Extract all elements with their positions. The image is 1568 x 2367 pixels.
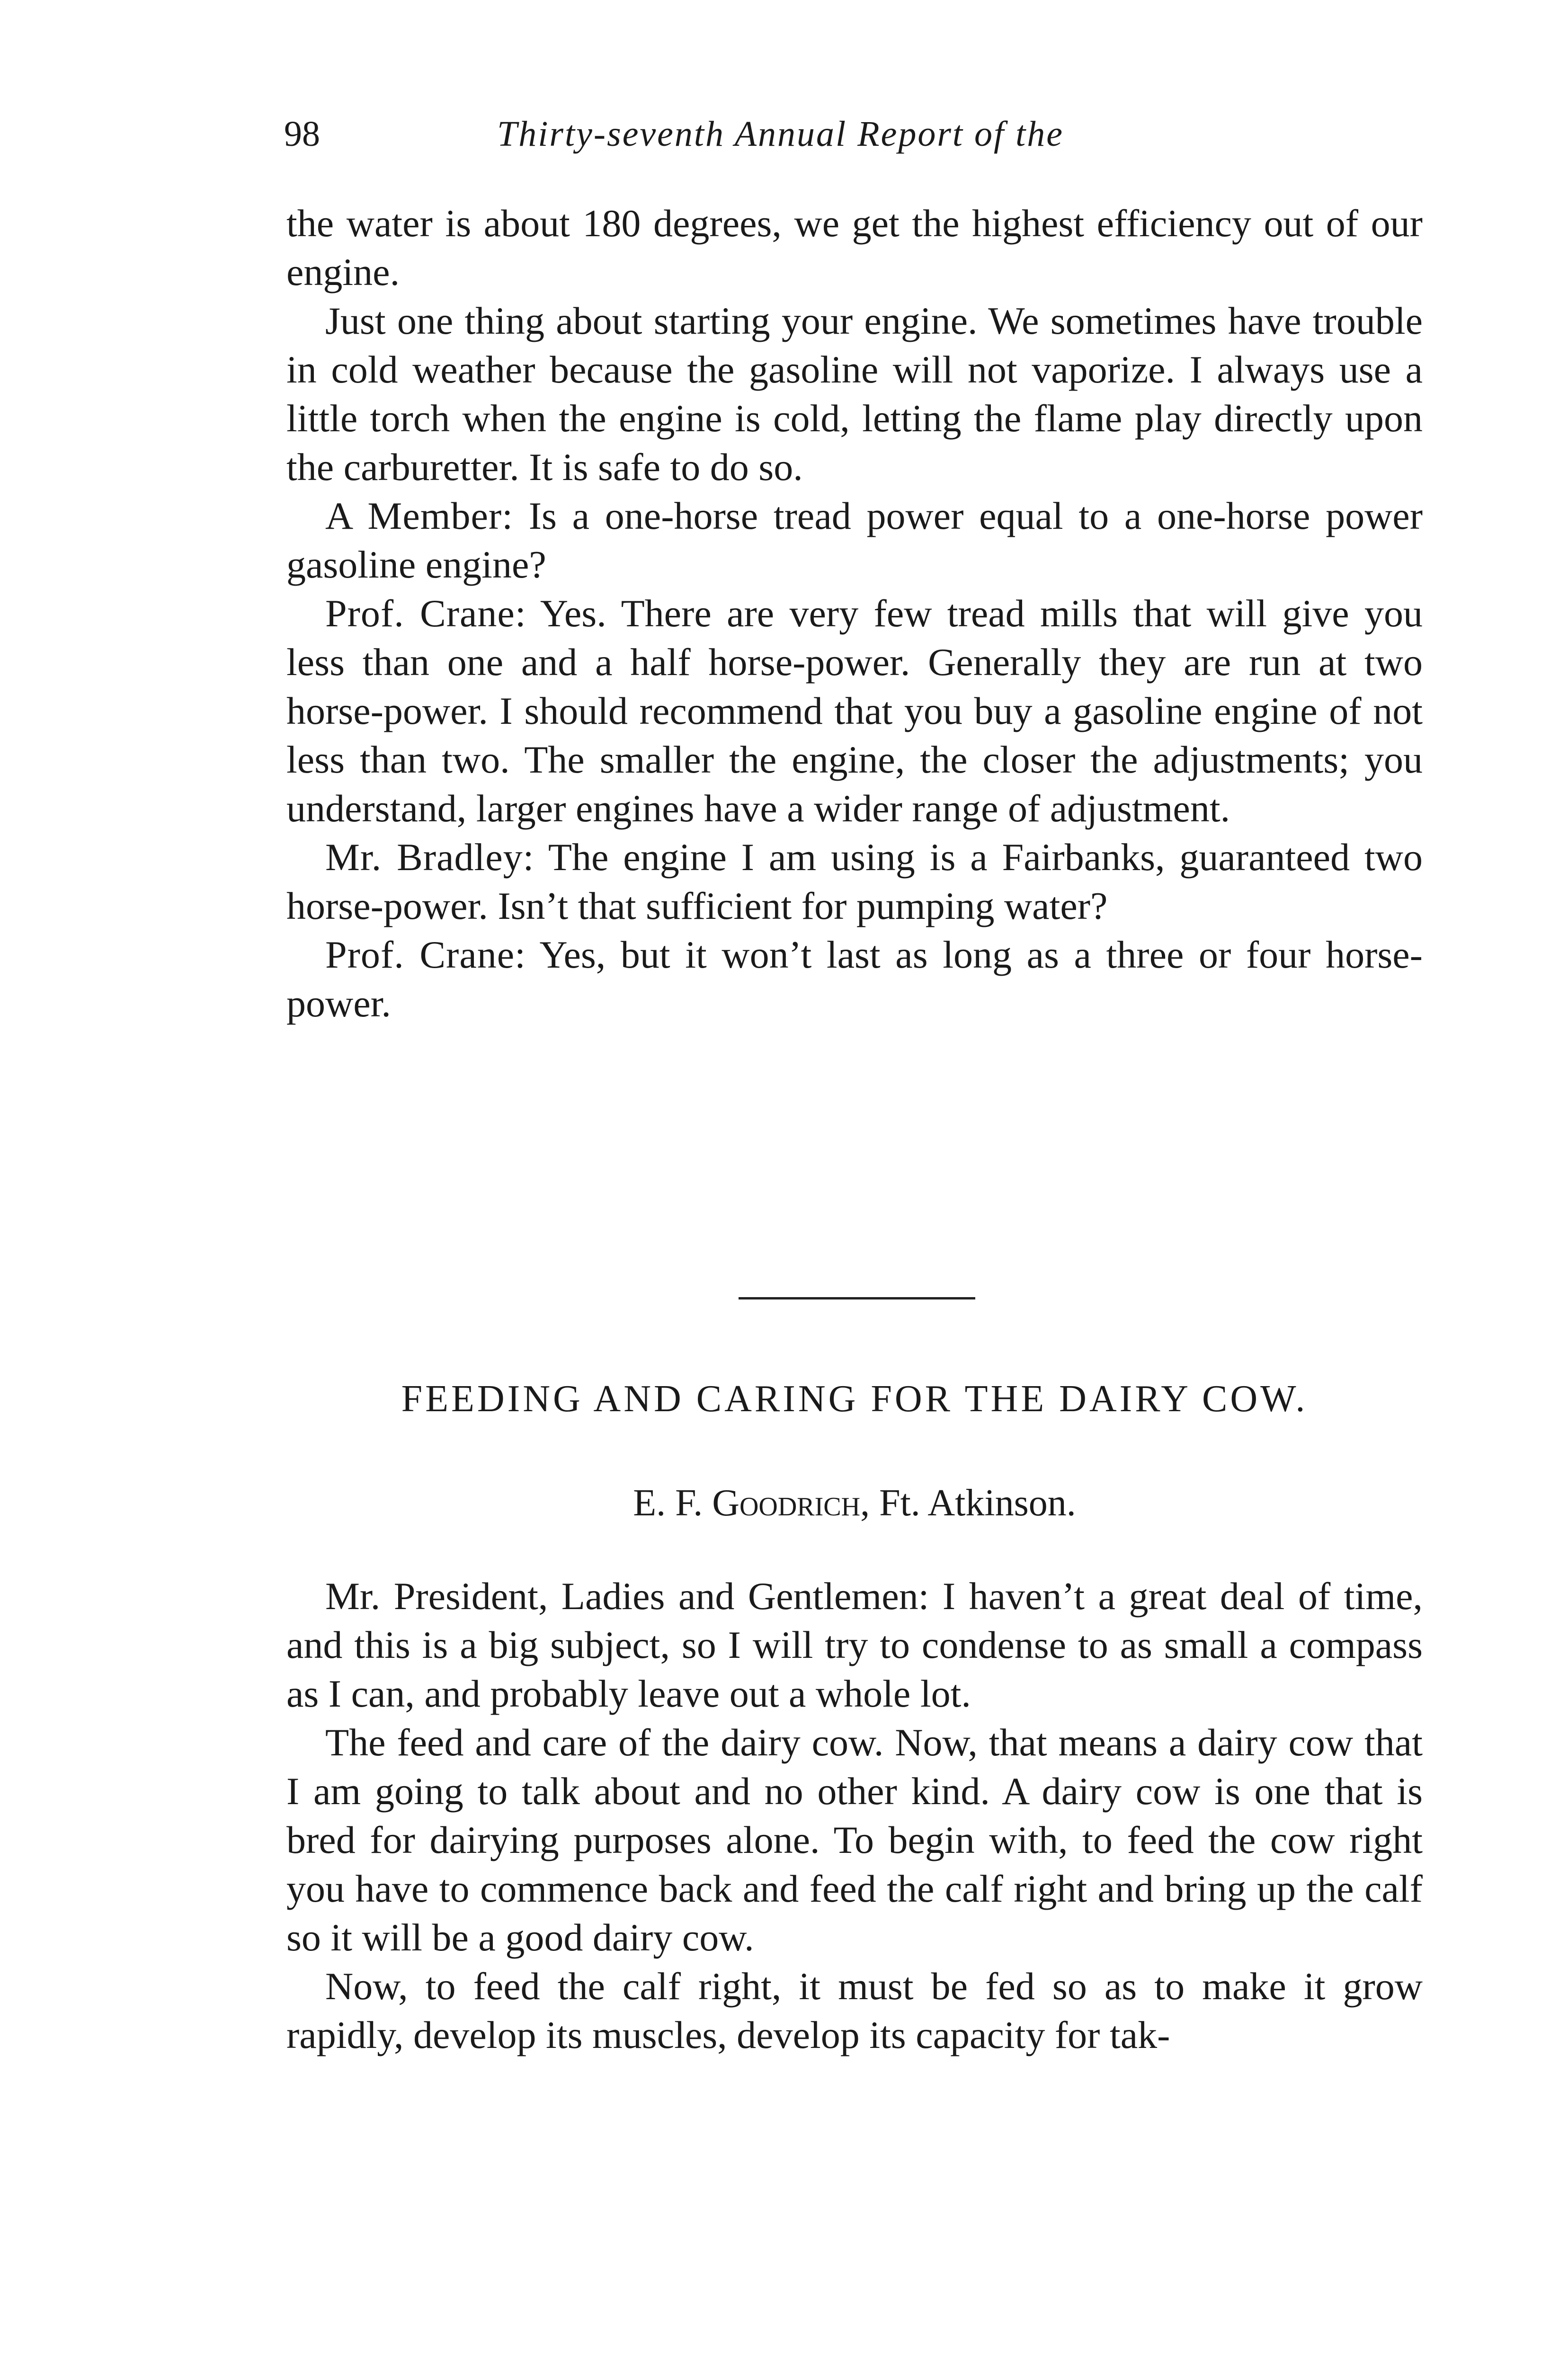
speaker-label: Prof. Crane:	[325, 592, 526, 635]
paragraph	[286, 1718, 1423, 1962]
paragraph	[286, 296, 1423, 491]
paragraph-text: the water is about 180 degrees, we get the highest efficiency out of our engine.	[286, 202, 1423, 294]
paragraph	[286, 1962, 1423, 2059]
page-number: 98	[284, 114, 320, 154]
speaker-label: Prof. Crane:	[325, 933, 526, 976]
dialogue-paragraph	[286, 930, 1423, 1028]
running-head	[284, 108, 1420, 160]
paragraph-text: Is a one-horse tread power equal to a one-horse power gasoline engine?	[286, 494, 1423, 586]
paragraph	[286, 1572, 1423, 1718]
discussion-section	[286, 199, 1423, 1028]
section-divider	[739, 1297, 975, 1299]
article-body	[286, 1572, 1423, 2059]
paragraph-text: Yes. There are very few tread mills that will give you less than one and a half horse-power. Generally they are run at two horse-power. I should recommend that you buy a gasoline engine of not less than two. The smaller the engine, the closer the adjustments; you understand, larger engines have a wider range of adjustment.	[286, 592, 1423, 830]
author-location: Ft. Atkinson.	[879, 1482, 1076, 1524]
byline	[286, 1477, 1423, 1529]
speaker-label: Mr. Bradley:	[325, 836, 535, 879]
paragraph-text: The engine I am using is a Fairbanks, guaranteed two horse-power. Isn’t that sufficient for pumping water?	[286, 836, 1423, 927]
paragraph-text: Now, to feed the calf right, it must be fed so as to make it grow rapidly, develop its muscles, develop its capacity for tak-	[286, 1965, 1423, 2056]
paragraph-text: Yes, but it won’t last as long as a three or four horse-power.	[286, 933, 1423, 1025]
dialogue-paragraph	[286, 589, 1423, 833]
running-title: Thirty-seventh Annual Report of the	[497, 114, 1064, 154]
dialogue-paragraph	[286, 833, 1423, 930]
author-initials: E. F.	[633, 1482, 703, 1524]
article-title: FEEDING AND CARING FOR THE DAIRY COW.	[401, 1378, 1308, 1420]
author-name: Goodrich,	[712, 1482, 870, 1524]
dialogue-paragraph	[286, 491, 1423, 589]
paragraph-text: The feed and care of the dairy cow. Now, that means a dairy cow that I am going to talk about and no other kind. A dairy cow is one that is bred for dairying purposes alone. To begin with, to feed the cow right you have to commence back and feed the calf right and bring up the calf so it will be a good dairy cow.	[286, 1721, 1423, 1959]
paragraph-text: Mr. President, Ladies and Gentlemen: I haven’t a great deal of time, and this is a big subject, so I will try to condense to as small a compass as I can, and probably leave out a whole lot.	[286, 1575, 1423, 1715]
paragraph	[286, 199, 1423, 296]
paragraph-text: Just one thing about starting your engine. We sometimes have trouble in cold weather because the gasoline will not vaporize. I always use a little torch when the engine is cold, letting the flame play directly upon the carburetter. It is safe to do so.	[286, 299, 1423, 489]
speaker-label: A Member:	[325, 494, 513, 537]
